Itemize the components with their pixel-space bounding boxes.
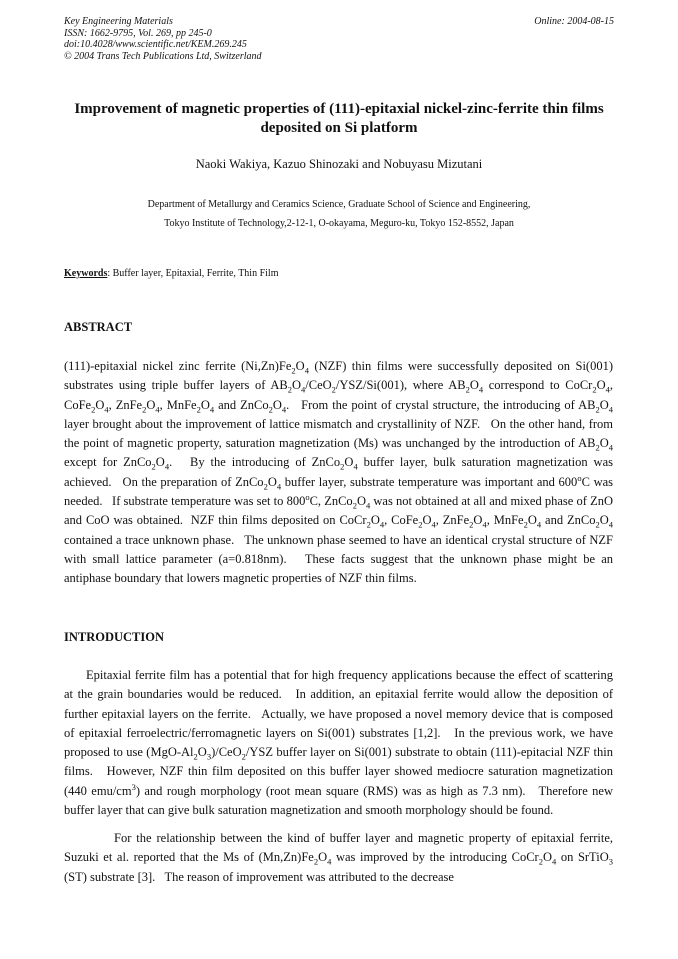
abstract-heading: ABSTRACT — [64, 320, 133, 334]
introduction-paragraph-2: For the relationship between the kind of buffer layer and magnetic property of epitaxial ferrite, Suzuki et al. reported that the Ms of $(Mn,Zn)Fe_2O_4$ was improved by the introducing $CoCr_2O_4$ on SrTiO$_3$ (ST) substrate [3]. The reason of improvement was attributed to the decrease — [64, 831, 613, 884]
affiliation-line-1: Department of Metallurgy and Ceramics Science, Graduate School of Science and Engineering, — [147, 199, 531, 210]
keywords-text: : Buffer layer, Epitaxial, Ferrite, Thin Film — [107, 268, 279, 279]
abstract-paragraph: (111)-epitaxial nickel zinc ferrite $(Ni,Zn)Fe_2O_4$ (NZF) thin films were successfully deposited on Si(001) substrates using triple buffer layers of $AB_2O_4/CeO_2/YSZ/Si(001)$, where $AB_2O_4$ correspond to $CoCr_2O_4$, $CoFe_2O_4$, $ZnFe_2O_4$, $MnFe_2O_4$ and $ZnCo_2O_4$. From the point of crystal structure, the introducing of $AB_2O_4$ layer brought about the improvement of lattice mismatch and crystallinity of NZF. On the other hand, from the point of magnetic property, saturation magnetization (Ms) was unchanged by the introduction of $AB_2O_4$ except for $ZnCo_2O_4$. By the introducing of $ZnCo_2O_4$ buffer layer, bulk saturation magnetization was achieved. On the preparation of $ZnCo_2O_4$ buffer layer, substrate temperature was important and 600$^o$C was needed. If substrate temperature was set to 800$^o$C, $ZnCo_2O_4$ was not obtained at all and mixed phase of ZnO and CoO was obtained. NZF thin films deposited on $CoCr_2O_4$, $CoFe_2O_4$, $ZnFe_2O_4$, $MnFe_2O_4$ and $ZnCo_2O_4$ contained a trace unknown phase. The unknown phase seemed to have an identical crystal structure of NZF with small lattice parameter (a=0.818nm). These facts suggest that the unknown phase might be an antiphase boundary that lowers magnetic properties of NZF thin films. — [64, 359, 614, 586]
copyright: © 2004 Trans Tech Publications Ltd, Switzerland — [64, 50, 262, 62]
journal-name: Key Engineering Materials — [64, 16, 173, 27]
keywords — [64, 268, 278, 279]
introduction-heading: INTRODUCTION — [64, 630, 165, 644]
paper-title: Improvement of magnetic properties of (111)-epitaxial nickel-zinc-ferrite thin films deposited on Si platform — [74, 101, 604, 136]
online-date: Online: 2004-08-15 — [534, 16, 614, 27]
affiliation — [64, 195, 614, 233]
introduction-paragraph-1: Epitaxial ferrite film has a potential that for high frequency applications because the effect of scattering at the grain boundaries would be reduced. In addition, an epitaxial ferrite would allow the deposition of further epitaxial layers on the ferrite. Actually, we have proposed a novel memory device that is composed of epitaxial ferroelectric/ferromagnetic layers on Si(001) substrates [1,2]. In the previous work, we have proposed to use $(MgO-Al_2O_3)/CeO_2$/YSZ buffer layer on Si(001) substrate to obtain (111)-epitacial NZF thin films. However, NZF thin film deposited on this buffer layer showed mediocre saturation magnetization (440 emu/$cm^3$) and rough morphology (root mean square (RMS) was as high as 7.3 nm). Therefore new buffer layer that can give bulk saturation magnetization and smooth morphology should be found. — [64, 668, 614, 818]
doi: doi:10.4028/www.scientific.net/KEM.269.245 — [64, 39, 247, 50]
authors: Naoki Wakiya, Kazuo Shinozaki and Nobuyasu Mizutani — [195, 157, 483, 171]
issn: ISSN: 1662-9795, Vol. 269, pp 245-0 — [64, 27, 212, 39]
page-header — [64, 16, 614, 62]
keywords-label: Keywords — [64, 268, 108, 279]
affiliation-line-2: Tokyo Institute of Technology,2-12-1, O-okayama, Meguro-ku, Tokyo 152-8552, Japan — [164, 218, 514, 229]
